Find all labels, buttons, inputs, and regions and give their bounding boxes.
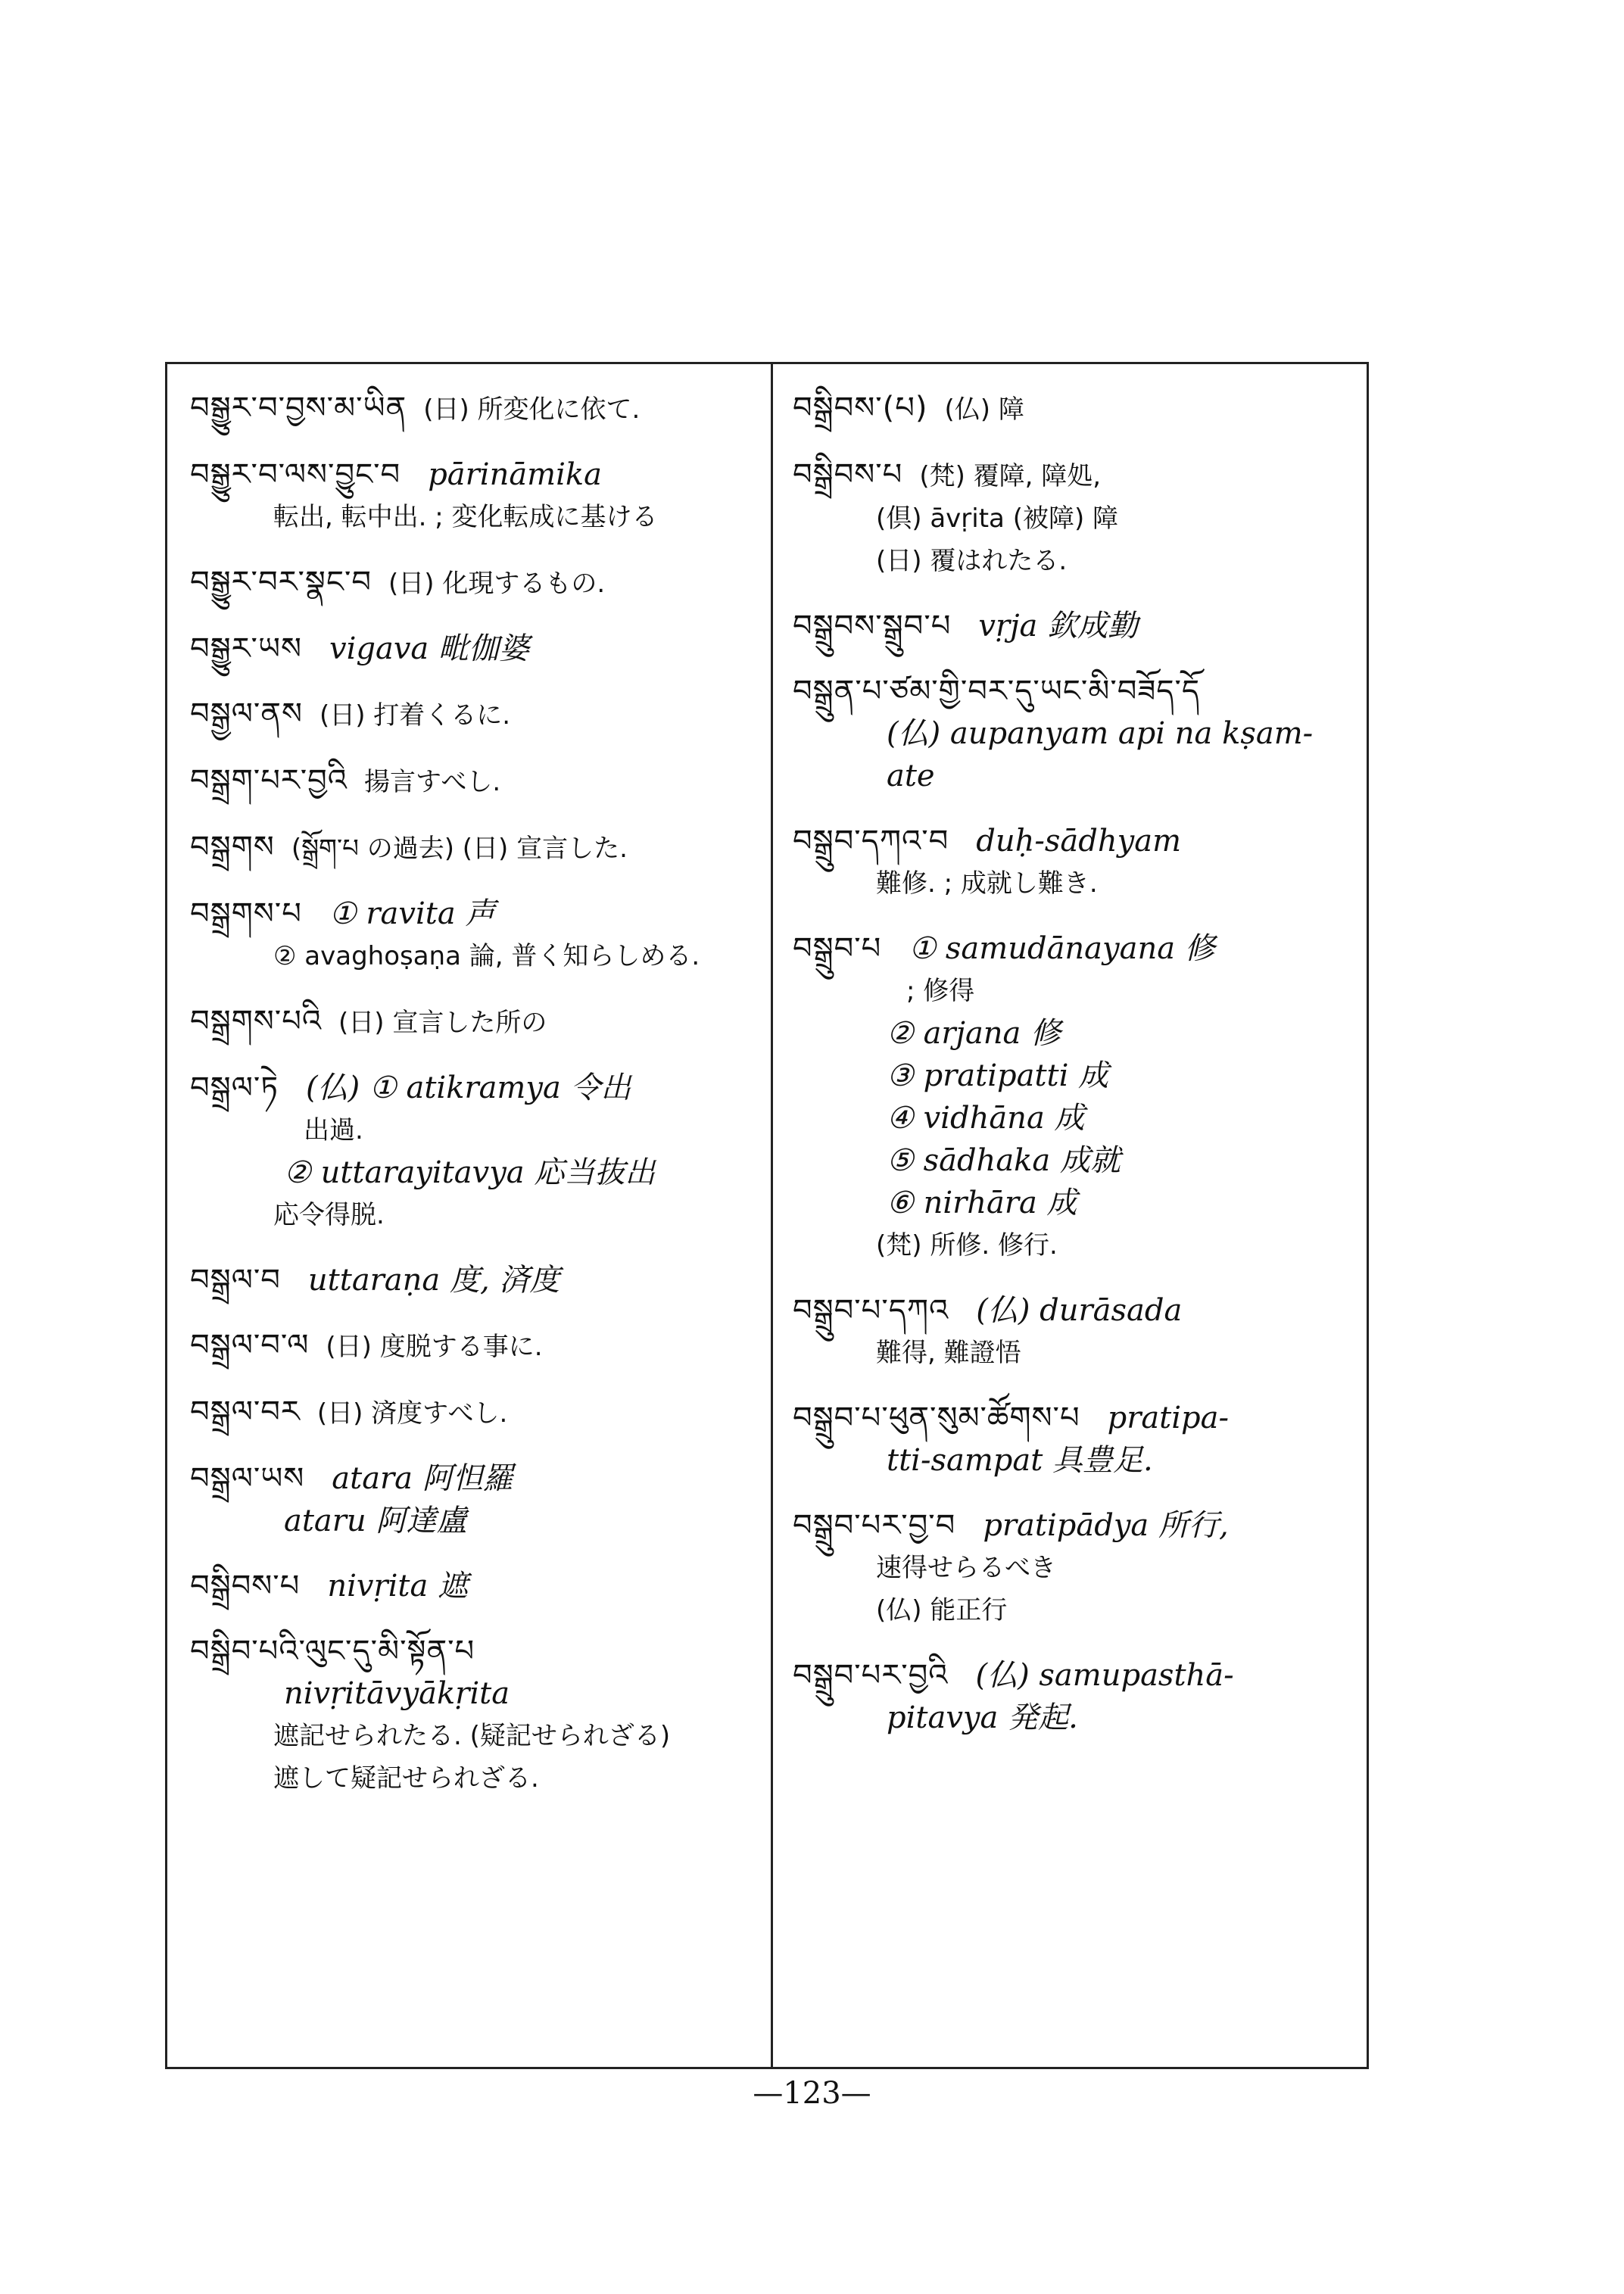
entry-definition: (日) 度脱する事に. (326, 1332, 543, 1362)
entry-definition: 揚言すべし. (364, 767, 501, 797)
entry-definition: (倶) āvṛita (被障) 障 (876, 503, 1119, 534)
entry (793, 670, 1353, 797)
entry-sanskrit: vṛja 欽成勤 (978, 609, 1139, 644)
entry-sanskrit: nivṛitāvyākṛita (284, 1676, 510, 1711)
entry-sanskrit: ③ pratipatti 成 (887, 1058, 1109, 1093)
entry (793, 1289, 1353, 1374)
entry (190, 1457, 757, 1542)
entry-definition: (仏) 障 (944, 394, 1024, 425)
entry-headword: བསྒྲིབས་པ (190, 1569, 301, 1604)
entry-sanskrit: ate (887, 759, 935, 793)
entry-definition: (日) 宣言した所の (338, 1008, 547, 1038)
entry-definition: (日) 済度すべし. (316, 1398, 508, 1429)
entry-sanskrit: vigava 毗伽婆 (329, 631, 529, 666)
page-number: —123— (753, 2076, 871, 2111)
entry-headword: བསྒྲགས་པ (190, 896, 302, 931)
entry-headword: བསྒྲུབ་པ་དཀའ (793, 1293, 949, 1328)
entry-definition: (日) 打着くるに. (319, 700, 511, 731)
entry-definition: 難得, 難證悟 (876, 1338, 1021, 1368)
entry-sanskrit: uttaraṇa 度, 済度 (307, 1263, 560, 1298)
entry-sanskrit: ① ravita 声 (329, 896, 496, 931)
entry (190, 454, 757, 538)
entry (793, 387, 1353, 431)
entry-headword: བསྒྲུབ་དཀའ་བ (793, 824, 949, 859)
entry-headword: བསྒྲུབ་པ (793, 931, 882, 966)
entry-sanskrit: (仏) durāsada (976, 1293, 1183, 1328)
entry-definition: ② avaghoṣaṇa 論, 普く知らしめる. (273, 941, 700, 971)
entry (190, 1565, 757, 1607)
entry-headword: བསྒྲུབ་པ་ཕུན་སུམ་ཚོགས་པ (793, 1401, 1080, 1435)
entry (190, 893, 757, 977)
entry-sanskrit: ④ vidhāna 成 (887, 1101, 1085, 1136)
entry (793, 1504, 1353, 1632)
entry-headword: བསྒྲུབས་སྒྲུབ་པ (793, 609, 952, 644)
entry-sanskrit: pratipādya 所行, (983, 1508, 1229, 1543)
entry-headword: བསྒྲལ་ཏེ (190, 1071, 279, 1105)
entry-headword: བསྒྲལ་བ་ལ (190, 1328, 310, 1363)
entry-headword: བསྒྲལ་བར (190, 1395, 301, 1429)
entry-definition: (སྒྲོག་པ の過去) (日) 宣言した. (291, 834, 628, 864)
entry (793, 605, 1353, 647)
entry (793, 820, 1353, 905)
entry (190, 826, 757, 870)
entry-headword: བསྒྲུབ་པར་བྱའི (793, 1658, 949, 1693)
entry-sanskrit: ② arjana 修 (887, 1016, 1061, 1051)
left-column (167, 364, 773, 2067)
entry-headword: བསྒྲགས (190, 830, 275, 865)
entry-headword: བསྒྱུར་བར་སྣང་བ (190, 565, 372, 600)
right-column (773, 364, 1367, 2067)
entry (190, 628, 757, 670)
entry-sanskrit: (仏) aupanyam api na kṣam- (887, 716, 1314, 751)
entry-definition: ; 修得 (906, 976, 975, 1006)
dictionary-frame (165, 362, 1369, 2069)
entry-headword: བསྒྱུར་ཡས (190, 631, 302, 666)
entry-sanskrit: ataru 阿達盧 (284, 1504, 467, 1538)
entry (190, 1391, 757, 1435)
entry-sanskrit: pitavya 発起. (887, 1700, 1078, 1735)
entry-sanskrit: nivṛita 遮 (327, 1569, 469, 1604)
entry-definition: 難修. ; 成就し難き. (876, 868, 1098, 899)
entry-definition: 遮して疑記せられざる. (273, 1763, 539, 1794)
entry-sanskrit: duḥ-sādhyam (976, 824, 1182, 859)
entry-headword: བསྒྱུར་བ་བྱས་མ་ཡིན (190, 391, 407, 425)
entry-headword: བསྒྲུན་པ་ཙམ་གྱི་བར་དུ་ཡང་མི་བཟོད་དོ (793, 674, 1201, 709)
entry-sanskrit: (仏) ① atikramya 令出 (306, 1071, 631, 1105)
entry-definition: (日) 覆はれたる. (876, 546, 1068, 576)
entry-definition: 遮記せられたる. (疑記せられざる) (273, 1721, 671, 1751)
entry-sanskrit: ⑥ nirhāra 成 (887, 1186, 1077, 1220)
entry-sanskrit: pratipa- (1107, 1401, 1230, 1435)
entry-definition: 応令得脱. (273, 1200, 385, 1230)
entry-sanskrit: tti-sampat 具豊足. (887, 1443, 1153, 1478)
entry-headword: བསྒྲག་པར་བྱའི (190, 763, 348, 798)
entry-definition: (梵) 所修. 修行. (876, 1230, 1058, 1261)
entry-definition: 出過. (304, 1115, 363, 1145)
entry-sanskrit: atara 阿怛羅 (332, 1461, 513, 1496)
entry-definition: (日) 所変化に依て. (423, 394, 641, 425)
entry-definition: (日) 化現するもの. (388, 569, 606, 599)
entry (793, 1654, 1353, 1739)
entry-definition: (仏) 能正行 (876, 1595, 1008, 1625)
entry (793, 1397, 1353, 1482)
entry (190, 693, 757, 737)
entry (190, 1630, 757, 1800)
entry-headword: བསྒྱལ་ནས (190, 697, 303, 731)
entry-headword: བསྒྲིབ་པའི་ལུང་དུ་མི་སྟོན་པ (190, 1634, 475, 1669)
entry-sanskrit: (仏) samupasthā- (975, 1658, 1234, 1693)
entry (190, 1067, 757, 1236)
entry-headword: བསྒྲལ་བ (190, 1263, 281, 1298)
entry-definition: 転出, 転中出. ; 変化転成に基ける (273, 502, 658, 532)
entry-headword: བསྒྲིབས་(པ) (793, 391, 928, 425)
entry-sanskrit: ① samudānayana 修 (909, 931, 1215, 966)
entry (793, 927, 1353, 1267)
entry (793, 454, 1353, 582)
entry-headword: བསྒྲུབ་པར་བྱ་བ (793, 1508, 956, 1543)
entry-headword: བསྒྱུར་བ་ལས་བྱུང་བ (190, 457, 401, 492)
entry (190, 561, 757, 605)
entry-sanskrit: ② uttarayitavya 応当抜出 (284, 1155, 656, 1190)
entry-headword: བསྒྲིབས་པ (793, 457, 903, 492)
entry-headword: བསྒྲལ་ཡས (190, 1461, 305, 1496)
entry (190, 1000, 757, 1044)
entry-sanskrit: ⑤ sādhaka 成就 (887, 1143, 1121, 1178)
entry (190, 759, 757, 803)
entry (190, 1259, 757, 1301)
entry-definition: (梵) 覆障, 障処, (919, 461, 1102, 491)
entry-definition: 速得せらるべき (876, 1553, 1056, 1583)
entry (190, 387, 757, 431)
entry (190, 1324, 757, 1368)
entry-headword: བསྒྲགས་པའི (190, 1004, 323, 1039)
entry-sanskrit: pārināmika (428, 457, 602, 492)
